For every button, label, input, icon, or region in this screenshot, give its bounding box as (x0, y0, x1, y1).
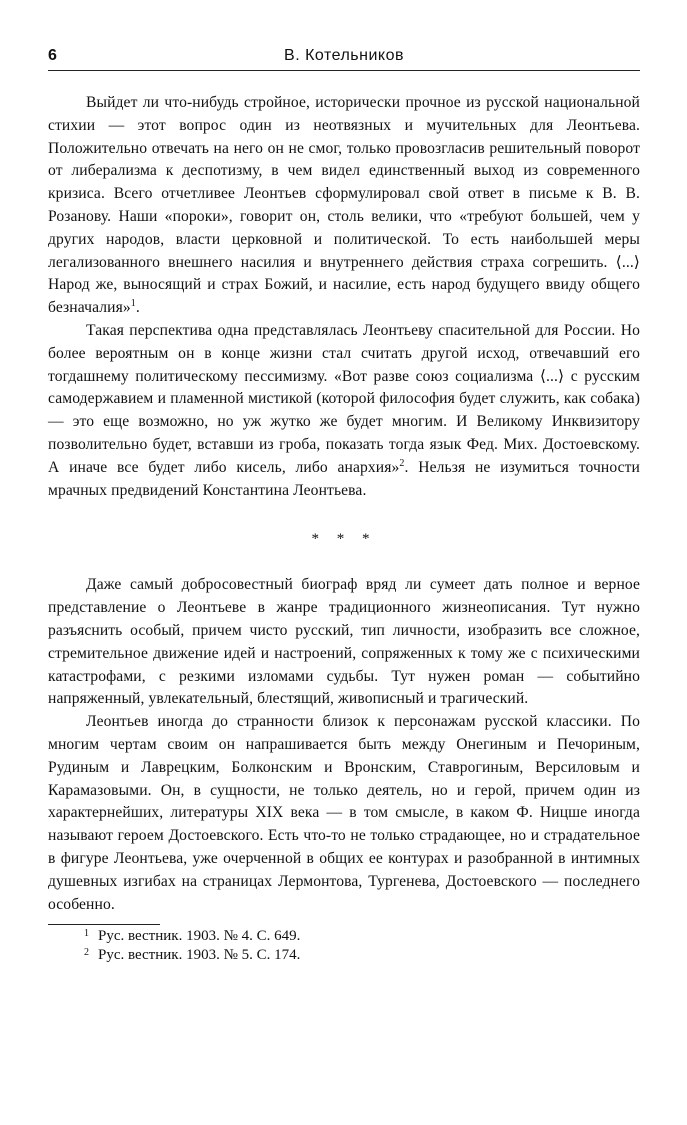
header-rule (48, 70, 640, 71)
paragraph-3: Даже самый добросовестный биограф вряд ли сумеет дать полное и верное представление о Леонтьеве в жанре традиционного жизнеописания. Тут нужно разъяснить особый, причем чисто русский, тип личности, изобразить все сложное, стремительное движение идей и настроений, сопряженных к тому же с психическими катастрофами, с резкими изломами судьбы. Тут нужен роман — событийно напряженный, увлекательный, блестящий, живописный и трагический. (48, 576, 640, 708)
footnote-1-marker: 1 (84, 928, 89, 940)
footnote-ref-2: 2 (399, 457, 405, 469)
running-head-title: В. Котельников (284, 47, 404, 64)
main-text (48, 92, 640, 916)
footnote-1-text: Рус. вестник. 1903. № 4. С. 649. (98, 928, 301, 945)
section-break-asterism: * * * (311, 531, 377, 548)
footnote-rule (48, 924, 160, 925)
paragraph-1-end: . (135, 299, 140, 317)
footnote-2-text: Рус. вестник. 1903. № 5. С. 174. (98, 947, 301, 964)
paragraph-1 (48, 92, 640, 320)
running-head (48, 44, 640, 68)
footnote-2 (48, 946, 640, 965)
footnote-ref-1: 1 (130, 297, 136, 309)
paragraph-1-text: Выйдет ли что-нибудь стройное, исторически прочное из русской национальной стихии — этот вопрос один из неотвязных и мучительных для Леонтьева. Положительно отвечать на него он не смог, только провозгласив решительный поворот от либерализма к деспотизму, в чем видел единственный выход из современного кризиса. Всего отчетливее Леонтьев сформулировал свой ответ в письме к В. В. Розанову. Наши «пороки», говорит он, столь велики, что «требуют большей, чем у других народов, власти церковной и политической. То есть наибольшей меры легализованного внешнего насилия и внутреннего действия страха согрешить. ⟨...⟩ Народ же, выносящий и страх Божий, и насилие, есть народ будущего ввиду общего безначалия» (48, 94, 640, 317)
footnotes (48, 927, 640, 965)
footnote-1 (48, 927, 640, 946)
footnote-2-marker: 2 (84, 947, 89, 959)
paragraph-2-text: Такая перспектива одна представлялась Леонтьеву спасительной для России. Но более вероятным он в конце жизни стал считать другой исход, отвечавший его тогдашнему политическому пессимизму. «Вот разве союз социализма ⟨...⟩ с русским самодержавием и пламенной мистикой (которой философия будет служить, как собака) — это еще возможно, но уж жутко же будет многим. И Великому Инквизитору позволительно будет, вставши из гроба, показать тогда язык Фед. Мих. Достоевскому. А иначе все будет либо кисель, либо анархия» (48, 321, 640, 476)
paragraph-4: Леонтьев иногда до странности близок к персонажам русской классики. По многим чертам своим он напрашивается быть между Онегиным и Печориным, Рудиным и Лаврецким, Болконским и Вронским, Ставрогиным, Версиловым и Карамазовыми. Он, в сущности, не только деятель, но и герой, причем один из характернейших, литературы XIX века — в том смысле, в каком Ф. Ницше иногда называют героем Достоевского. Есть что-то не только страдающее, но и страдательное в фигуре Леонтьева, уже очерченной в общих ее контурах и разобранной в интимных душевных изгибах на страницах Лермонтова, Тургенева, Достоевского — последнего особенно. (48, 713, 640, 913)
book-page (48, 44, 640, 965)
page-number: 6 (48, 47, 57, 64)
paragraph-2-end: . Нельзя не изумиться точности мрачных предвидений Константина Леонтьева. (48, 458, 641, 499)
paragraph-2 (48, 320, 640, 502)
